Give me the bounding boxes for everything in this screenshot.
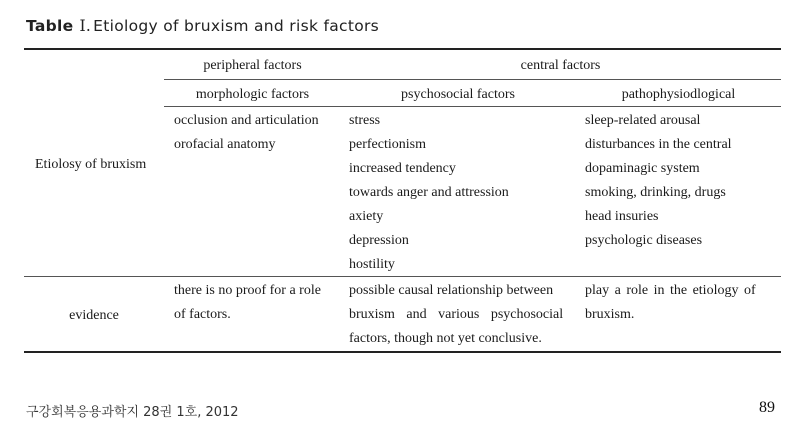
subheader-morphologic-factors: morphologic factors [195,87,310,102]
caption-label: Table [26,17,74,35]
subheader-psychosocial-factors: psychosocial factors [401,87,515,102]
list-item: disturbances in the central [585,137,732,152]
list-item: occlusion and articulation [174,113,319,128]
etiology-pathophysiological-cell [585,109,732,253]
subheader-pathophysiological: pathophysiodlogical [621,87,736,102]
list-item: dopaminagic system [585,161,700,176]
caption-title: Etiology of bruxism and risk factors [93,17,380,35]
list-item: bruxism and various psychosocial [349,307,564,322]
header-central-factors: central factors [520,58,601,73]
row-label-etiology: Etiolosy of bruxism [35,157,147,172]
list-item: increased tendency [349,161,456,176]
list-item: there is no proof for a role [174,283,321,298]
list-item: head insuries [585,209,659,224]
header-peripheral-factors: peripheral factors [203,58,302,73]
list-item: axiety [349,209,384,224]
etiology-psychosocial-cell [349,109,509,277]
list-item: possible causal relationship between [349,283,554,298]
list-item: play a role in the etiology of [585,283,756,298]
list-item: depression [349,233,409,248]
etiology-morphologic-cell [174,109,319,157]
list-item: towards anger and attression [349,185,509,200]
list-item: hostility [349,257,395,272]
evidence-pathophysiological-cell [585,279,756,327]
list-item: perfectionism [349,137,426,152]
header-divider-rule [164,79,781,80]
journal-citation: 구강회복응용과학지 28권 1호, 2012 [26,405,239,420]
list-item: of factors. [174,307,231,322]
evidence-psychosocial-cell [349,279,563,351]
list-item: sleep-related arousal [585,113,701,128]
list-item: stress [349,113,381,128]
list-item: psychologic diseases [585,233,703,248]
evidence-morphologic-cell [174,279,321,327]
caption-number: Ⅰ. [79,17,92,35]
page-number: 89 [759,399,775,416]
list-item: factors, though not yet conclusive. [349,331,542,346]
row-label-evidence: evidence [69,308,119,323]
table-caption [26,17,379,35]
table-bottom-rule [24,351,781,353]
list-item: smoking, drinking, drugs [585,185,726,200]
list-item: bruxism. [585,307,635,322]
list-item: orofacial anatomy [174,137,276,152]
table-top-rule [24,48,781,50]
